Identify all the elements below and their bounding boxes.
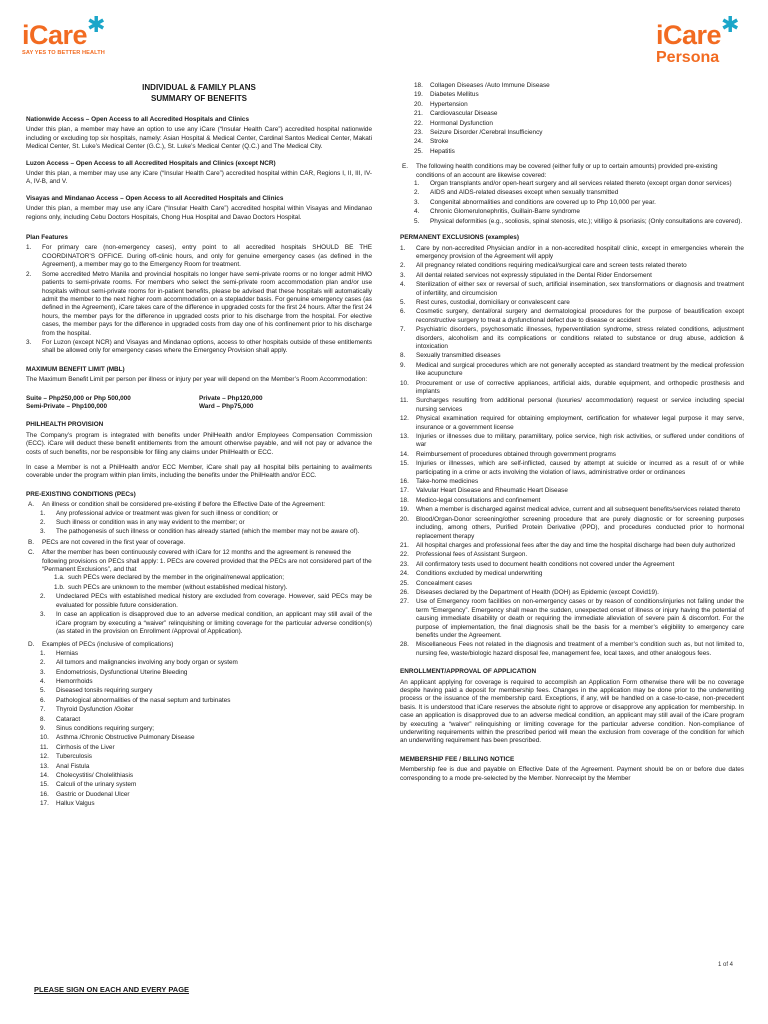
list-item: 2. All pregnancy related conditions requiring medical/surgical care and screen tests related thereto [400, 262, 687, 270]
list-item: 17. Hallux Valgus [40, 800, 95, 808]
nationwide-title: Nationwide Access – Open Access to all Accredited Hospitals and Clinics [26, 116, 250, 123]
list-item: 2. Some accredited Metro Manila and provincial hospitals no longer have semi-private rooms or no longer admit HMO patients to semi-private rooms. For members who select the semi-private room accommodation plan and/or use hospitals without semi-private rooms for in-patient benefits, please be advised that these hospitals will automatically admit the member to the next higher room accommodation on a stepladder basis. For genuine emergency cases (as defined in the Agreement), iCare takes care of the difference in upgraded costs for the first 24 hours. After the first 24 hours, the member pays for the difference in upgraded costs prior to his discharge from the hospital. For elective cases, the member pays for the difference in upgraded costs from day one of his confinement prior to his discharge from the hospital. [26, 270, 372, 337]
list-item: 23. All confirmatory tests used to document health conditions not covered under the Agreement [400, 560, 675, 568]
mbl-row: Semi-Private – Php100,000 Ward – Php75,000 [26, 402, 254, 410]
icare-logo-left [22, 12, 106, 56]
enrollment-title: ENROLLMENT/APPROVAL OF APPLICATION [400, 668, 537, 676]
list-item: 1. For primary care (non-emergency cases), entry point to all accredited hospitals SHOULD BE THE COORDINATOR’S OFFICE. During off-clinic hours, and only for genuine emergency cases (as defined in the Agreement), a member may go to the Emergency Room for treatment. [26, 244, 372, 269]
list-item: 2. Such illness or condition was in any way evident to the member; or [40, 519, 245, 527]
pec-d-list [40, 650, 372, 809]
logo-word: iCare [656, 20, 722, 50]
list-item: 1. Hernias [40, 649, 79, 657]
enrollment-text: An applicant applying for coverage is required to accomplish an Application Form otherwise there will be no coverage despite having paid a deposit for membership fees. Changes in the application may be done prior to the underwriting process or the issuance of the membership card. Exceptions, if any, will be handled on a case-to-case, non-precedent basis. It is understood that iCare reserves the absolute right to approve or disapprove any application for membership. In case an application is disapproved due to an adverse medical condition, an applicant may still avail of the iCare program by executing a “waiver” relinquishing or limiting coverage for the particular adverse condition. Non-compliance of underwriting requirements within the prescribed period will mean the exclusion from coverage of the condition for which an underwriting requirement has been prescribed. [400, 678, 744, 745]
list-item: 3. In case an application is disapproved due to an adverse medical condition, an applicant may still avail of the iCare program by executing a “waiver” relinquishing or limiting coverage for the particular adverse condition(s) (as stated in the provision on Enrollment /Approval of Application). [40, 611, 372, 635]
list-item: 14. Reimbursement of procedures obtained through government programs [400, 450, 616, 458]
list-item: 12. Tuberculosis [40, 753, 92, 761]
list-item: 3. Congenital abnormalities and conditions are covered up to Php 10,000 per year. [414, 198, 656, 206]
mbl-title: MAXIMUM BENEFIT LIMIT (MBL) [26, 365, 125, 373]
list-item: 23. Seizure Disorder /Cerebral Insufficiency [414, 129, 543, 137]
list-item: 24. Stroke [414, 138, 449, 146]
pec-title: PRE-EXISTING CONDITIONS (PECs) [26, 490, 136, 498]
list-item: 18. Collagen Diseases /Auto Immune Disease [414, 82, 550, 89]
list-item: 14. Cholecystitis/ Cholelithiasis [40, 772, 134, 779]
list-item: 2. Undeclared PECs with established medical history are excluded from coverage. However, said PECs may be evaluated for possible future consideration. [40, 593, 372, 609]
list-item: 16. Gastric or Duodenal Ulcer [40, 790, 130, 798]
icare-persona-logo [656, 12, 740, 67]
list-item: 10. Procurement or use of corrective appliances, artificial aids, durable equipment, and orthopedic prosthesis and implants [400, 379, 744, 395]
list-item: 10. Asthma /Chronic Obstructive Pulmonary Disease [40, 734, 195, 742]
list-item: 4. Hemorrhoids [40, 677, 93, 685]
pec-d: D. Examples of PECs (inclusive of complications) [28, 641, 174, 649]
pec-c-list [40, 574, 372, 636]
page-number: 1 of 4 [718, 962, 734, 968]
list-item: 4. Chronic Glomerulonephritis, Guillain-Barre syndrome [414, 208, 580, 216]
plan-features-list [26, 244, 372, 355]
list-item: 1. Any professional advice or treatment was given for such illness or condition; or [40, 509, 279, 517]
list-item: 20. Blood/Organ-Donor screening/other screening procedure that are purely diagnostic or for screening purposes including, among others, Purified Protein Derivative (PPD), and procedures conducted prior to hormonal replacement therapy [400, 515, 744, 540]
pec-c: C. After the member has been continuously covered with iCare for 12 months and the agreement is renewed the following provisions on PECs shall apply: 1. PECs are covered provided that the PECs are not considered part of the “Permanent Exclusions”, and that [28, 549, 372, 574]
list-item: 17. Valvular Heart Disease and Rheumatic Heart Disease [400, 487, 568, 495]
list-item: 8. Cataract [40, 715, 81, 723]
list-item: 21. Cardiovascular Disease [414, 110, 498, 118]
plan-features-title: Plan Features [26, 234, 68, 242]
membership-fee-title: MEMBERSHIP FEE / BILLING NOTICE [400, 755, 515, 763]
visayas-text: Under this plan, a member may use any iCare (“Insular Health Care”) accredited hospital within Visayas and Mindanao regions only, including Cebu Doctors Hospitals, Chong Hua Hospital and Davao Doctors Hospital. [26, 205, 372, 221]
list-item: 15. Injuries or illnesses, which are self-inflicted, caused by attempt at suicide or incurred as a result of or while participating in a crime or acts involving the violation of laws, administrative order or ordinances [400, 460, 744, 476]
logo-tagline: SAY YES TO BETTER HEALTH [22, 50, 105, 56]
list-item: 21. All hospital charges and professional fees after the day and time the hospital discharge had been duly authorized [400, 541, 736, 549]
list-item: 11. Cirrhosis of the Liver [40, 743, 115, 751]
list-item: 3. Endometriosis, Dysfunctional Uterine Bleeding [40, 668, 188, 676]
mbl-text: The Maximum Benefit Limit per person per illness or injury per year will depend on the Member’s Room Accommodation: [26, 376, 368, 384]
pec-d-list-cont [414, 82, 744, 156]
list-item: 5. Physical deformities (e.g., scoliosis, spinal stenosis, etc.); vitiligo & psoriasis; (Only consultations are covered). [414, 217, 743, 225]
list-item: 26. Diseases declared by the Department of Health (DOH) as Epidemic (except Covid19). [400, 588, 659, 596]
doc-subtitle: SUMMARY OF BENEFITS [150, 94, 247, 103]
list-item: 28. Miscellaneous Fees not related in the diagnosis and treatment of a member’s condition such as, but not limited to, nursing fee, waste/biologic hazard disposal fee, management fee, local taxes, and other analogous fees. [400, 641, 744, 657]
list-item: 20. Hypertension [414, 100, 468, 108]
list-item: 18. Medico-legal consultations and confinement [400, 496, 541, 504]
left-column [26, 82, 372, 810]
list-item: 2. All tumors and malignancies involving any body organ or system [40, 659, 238, 667]
pec-b: B. PECs are not covered in the first year of coverage. [28, 538, 186, 546]
right-column [400, 82, 744, 784]
list-item: 9. Sinus conditions requiring surgery; [40, 724, 155, 732]
list-item: 5. Rest cures, custodial, domiciliary or convalescent care [400, 298, 570, 306]
list-item: 1.a. such PECs were declared by the member in the original/renewal application; [54, 574, 284, 582]
list-item: 2. AIDS and AIDS-related diseases except when sexually transmitted [414, 189, 619, 197]
pec-a-list [40, 510, 372, 537]
list-item: 15. Calculi of the urinary system [40, 781, 137, 789]
luzon-text: Under this plan, a member may use any iCare (“Insular Health Care”) accredited hospital within CAR, Regions I, II, III, IV-A, IV-B, and V. [26, 170, 372, 186]
list-item: 19. When a member is discharged against medical advice, current and all subsequent benefits/services related thereto [400, 506, 741, 514]
list-item: 24. Conditions excluded by medical underwriting [400, 570, 543, 578]
luzon-title: Luzon Access – Open Access to all Accredited Hospitals and Clinics (except NCR) [26, 159, 276, 167]
list-item: 7. Psychiatric disorders, psychosomatic illnesses, hyperventilation syndrome, stress related conditions, adjustment disorders, alcoholism and its complications or conditions related to substance or drug abuse, addiction & intoxication [400, 326, 744, 350]
mbl-row: Suite – Php250,000 or Php 500,000 Private – Php120,000 [26, 394, 263, 402]
list-item: 13. Injuries or illnesses due to military, paramilitary, police service, high risk activities, or suffered under conditions of war [400, 433, 744, 449]
list-item: 6. Cosmetic surgery, dental/oral surgery and dermatological procedures for the purpose of beautification except reconstructive surgery to treat a dysfunctional defect due to disease or accident [400, 308, 744, 324]
logo-star-icon: ✱ [87, 12, 106, 37]
list-item: 7. Thyroid Dysfunction /Goiter [40, 706, 134, 714]
list-item: 12. Physical examination required for obtaining employment, certification for whatever legal purpose it may serve, insurance or a government license [400, 415, 744, 431]
nationwide-text: Under this plan, a member may have an option to use any iCare (“Insular Health Care”) accredited hospital nationwide including or excluding top six hospitals, namely: Asian Hospital & Medical Center, Cardinal Santos Medical Center, Makati Medical Center, St. Luke’s Medical Center (G.C.), St. Luke’s Medical Center (Q.C.) and The Medical City. [26, 126, 372, 151]
list-item: 3. All dental related services not expressly stipulated in the Dental Rider Endorsement [400, 271, 652, 279]
pec-e: E. The following health conditions may be covered (either fully or up to certain amounts) provided pre-existing conditions of an account are likewise covered: [402, 163, 718, 179]
list-item: 25. Hepatitis [414, 147, 455, 155]
list-item: 22. Professional fees of Assistant Surgeon. [400, 551, 528, 559]
list-item: 25. Concealment cases [400, 579, 473, 587]
visayas-title: Visayas and Mindanao Access – Open Access to all Accredited Hospitals and Clinics [26, 194, 284, 202]
list-item: 27. Use of Emergency room facilities on non-emergency cases or by reason of conditions/injuries not falling under the term “Emergency”. Emergency shall mean the sudden, unexpected onset of illness or injury having the potential of causing immediate disability or death or requiring the immediate alleviation of severe pain & discomfort. For the purpose of implementation, the final diagnosis shall be the basis for a member’s eligibility to emergency care benefits under the Agreement. [400, 598, 744, 639]
list-item: 16. Take-home medicines [400, 478, 479, 486]
doc-title: INDIVIDUAL & FAMILY PLANS [142, 83, 256, 92]
philhealth-text-2: In case a Member is not a PhilHealth and/or ECC Member, iCare shall pay all hospital bills pertaining to availments coverable under the program within plan limits, including the benefits under the PhilHealth and/or ECC. [26, 464, 372, 480]
list-item: 13. Anal Fistula [40, 762, 90, 770]
list-item: 22. Hormonal Dysfunction [414, 119, 493, 127]
list-item: 11. Surcharges resulting from additional personal (luxuries/ accommodation) request or service including special nursing services [400, 397, 744, 413]
pec-a: A. An illness or condition shall be considered pre-existing if before the Effective Date of the Agreement: [28, 501, 326, 509]
permanent-exclusions-list [400, 245, 744, 659]
membership-fee-text: Membership fee is due and payable on Effective Date of the Agreement. Payment should be on or before due dates corresponding to a mode pre-selected by the Member. Nonreceipt by the Member [400, 766, 744, 782]
permanent-exclusions-title: PERMANENT EXCLUSIONS (examples) [400, 234, 519, 242]
list-item: 4. Sterilization of either sex or reversal of such, artificial insemination, sex transformations or diagnosis and treatment of infertility, and circumcision [400, 281, 744, 297]
philhealth-title: PHILHEALTH PROVISION [26, 421, 104, 429]
philhealth-text: The Company’s program is integrated with benefits under PhilHealth and/or Employees Compensation Commission (ECC). iCare will deduct these benefit entitlements from the amount otherwise payable, and will not pay or advance the costs of such benefits, nor be responsible for filing any claims under PhilHealth or ECC. [26, 431, 372, 456]
logo-persona: Persona [656, 49, 720, 66]
list-item: 6. Pathological abnormalities of the nasal septum and turbinates [40, 696, 231, 704]
list-item: 3. The pathogenesis of such illness or condition has already started (which the member may not be aware of). [40, 528, 360, 536]
list-item: 5. Diseased tonsils requiring surgery [40, 687, 153, 695]
list-item: 1.b. such PECs are unknown to the member (without established medical history). [54, 583, 288, 591]
logo-star-icon: ✱ [721, 12, 740, 37]
pec-e-list [414, 180, 744, 226]
list-item: 1. Organ transplants and/or open-heart surgery and all services related thereto (except organ donor services) [414, 180, 732, 188]
list-item: 9. Medical and surgical procedures which are not generally accepted as standard treatment by the medical profession like acupuncture [400, 361, 744, 378]
list-item: 8. Sexually transmitted diseases [400, 352, 501, 360]
sign-notice: PLEASE SIGN ON EACH AND EVERY PAGE [34, 985, 190, 994]
list-item: 19. Diabetes Mellitus [414, 91, 479, 99]
logo-word: iCare [22, 20, 88, 50]
list-item: 1. Care by non-accredited Physician and/or in a non-accredited hospital/ clinic, except in emergencies wherein the emergency provision of the Agreement will apply [400, 244, 744, 260]
list-item: 3. For Luzon (except NCR) and Visayas and Mindanao options, access to other hospitals outside of these entitlements shall be allowed only for emergency cases where the Emergency Provision shall apply. [26, 338, 372, 355]
